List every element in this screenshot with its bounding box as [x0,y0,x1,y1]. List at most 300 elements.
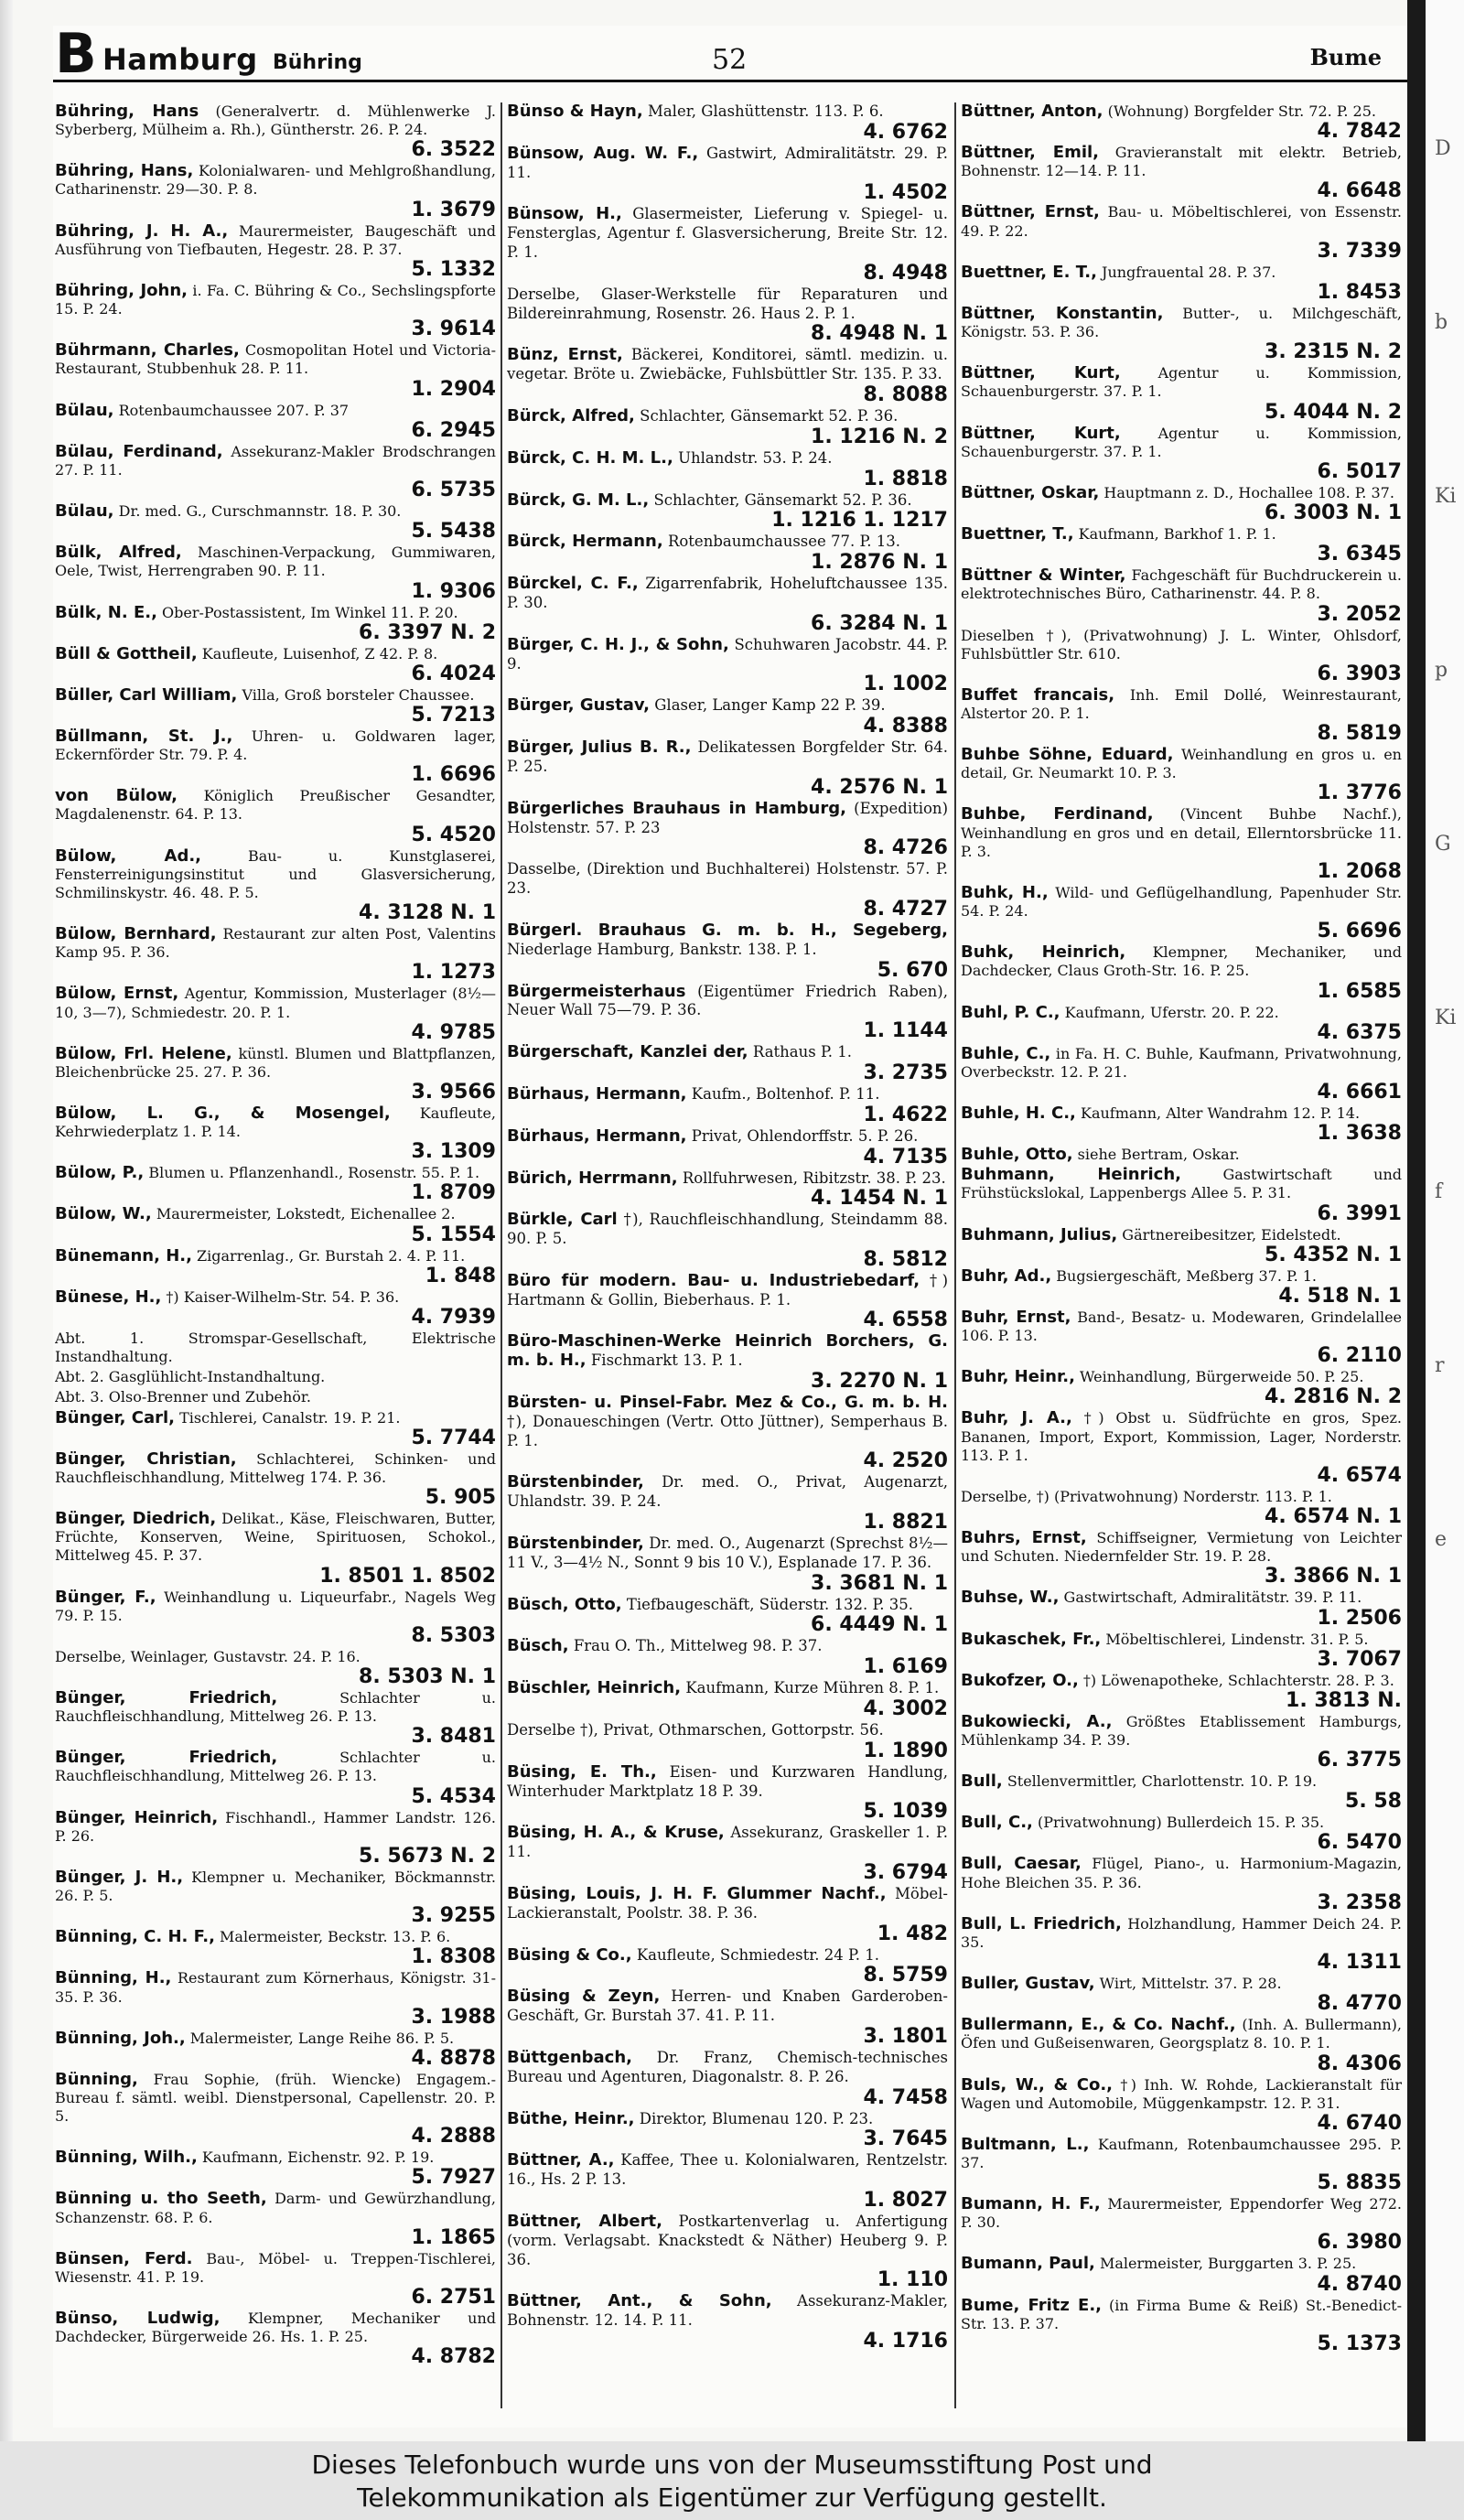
directory-entry [507,2049,948,2108]
phone-number: 6. 3903 [1317,662,1402,685]
phone-number: 1. 3813 N. [1286,1688,1402,1712]
entry-name: Bürgerschaft, Kanzlei der, [507,1042,748,1062]
directory-entry [961,627,1402,684]
entry-name: Buhr, Ernst, [961,1307,1071,1327]
phone-number: 8. 5303 [411,1623,496,1647]
entry-details: Schlachter, Gänsemarkt 52. P. 36. [640,406,899,425]
entry-name: Büsing, H. A., & Kruse, [507,1823,725,1843]
entry-name: Büschler, Heinrich, [507,1678,682,1698]
entry-details: Kaufmann, Kurze Mühren 8. P. 1. [685,1679,940,1697]
entry-name: Büsch, Otto, [507,1594,622,1614]
entry-name: Bull, [961,1772,1003,1792]
entry-details: Gastwirtschaft und Frühstückslokal, Lappenbergs Allee 5. P. 31. [961,1166,1402,1202]
directory-entry [55,727,496,785]
phone-number: 3. 6345 [1317,543,1402,566]
entry-name: Bünso, Ludwig, [55,2309,221,2329]
entry-details: Eisen- und Kurzwaren Handlung, Winterhuder Marktplatz 18 P. 39. [507,1762,948,1800]
entry-name: Büllmann, St. J., [55,726,233,746]
entry-details: Zigarrenfabrik, Hoheluftchaussee 135. P. 30. [507,575,948,611]
directory-entry [961,2016,1402,2073]
phone-number: 4. 8740 [1317,2272,1402,2296]
directory-entry [507,983,948,1042]
entry-name: Buhle, H. C., [961,1104,1076,1123]
entry-details: Maurermeister, Baugeschäft und Ausführung von Tiefbauten, Hegestr. 28. P. 37. [55,221,496,258]
phone-number: 8. 4727 [863,897,948,921]
entry-name: Büll & Gottheil, [55,643,198,663]
phone-number: 1. 8709 [411,1181,496,1205]
phone-number: 1. 8501 1. 8502 [319,1564,496,1588]
entry-name: Bukofzer, O., [961,1670,1079,1690]
directory-entry [55,847,496,923]
column-divider [501,102,502,2408]
entry-details: Malermeister, Lange Reihe 86. P. 5. [189,2029,455,2047]
entry-details: Glasermeister, Lieferung v. Spiegel- u. Fensterglas, Agentur f. Glasversicherung, Breite Str. 12. P. 1. [507,205,948,261]
entry-details: Wild- und Geflügelhandlung, Papenhuder Str. 54. P. 24. [961,883,1402,921]
entry-details: Bau- u. Möbeltischlerei, von Essenstr. 49. P. 22. [961,203,1402,240]
phone-number: 8. 8088 [863,382,948,406]
directory-entry [55,2030,496,2069]
entry-details: Derselbe †), Privat, Othmarschen, Gottorpstr. 56. [507,1721,884,1739]
directory-entry [55,1969,496,2027]
footer-credit [0,2441,1464,2520]
phone-number: 6. 3397 N. 2 [359,620,496,644]
entry-details: Klempner, Mechaniker und Dachdecker, Bürgerweide 26. Hs. 1. P. 25. [55,2310,496,2346]
directory-entry [55,1104,496,1162]
phone-number: 4. 6661 [1317,1081,1402,1104]
entry-details: (Vincent Buhbe Nachf.), Weinhandlung en gros und en detail, Ellerntorsbrücke 11. P. 3. [961,805,1402,860]
entry-name: Büsing & Zeyn, [507,1987,661,2007]
directory-entry [507,1211,948,1270]
phone-number: 4. 2576 N. 1 [811,775,948,799]
entry-name: Bülow, L. G., & Mosengel, [55,1104,391,1123]
phone-number: 1. 3638 [1317,1122,1402,1146]
entry-details: Darm- und Gewürzhandlung, Schanzenstr. 68. P. 6. [55,2190,496,2226]
entry-details: (Eigentümer Friedrich Raben), Neuer Wall 75—79. P. 36. [507,982,948,1019]
directory-entry [961,1488,1402,1527]
entry-name: Buhmann, Julius, [961,1224,1118,1244]
entry-name: Buettner, E. T., [961,262,1097,282]
directory-entry [55,1689,496,1747]
entry-details: Tiefbaugeschäft, Süderstr. 132. P. 35. [626,1595,913,1613]
header-last-word: Bume [1309,44,1382,70]
entry-details: Uhlandstr. 53. P. 24. [678,448,833,467]
entry-details: i. Fa. C. Bühring & Co., Sechslingspforte 15. P. 24. [55,281,496,318]
entry-details: (Privatwohnung) Bullerdeich 15. P. 35. [1037,1814,1325,1832]
phone-number: 1. 4622 [863,1103,948,1126]
phone-number: 1. 3679 [411,198,496,221]
phone-number: 5. 5438 [411,520,496,544]
phone-number: 3. 3681 N. 1 [811,1571,948,1595]
entry-details: Möbel-Lackieranstalt, Poolstr. 38. P. 36. [507,1885,948,1922]
phone-number: 5. 5673 N. 2 [359,1844,496,1868]
directory-entry [961,2195,1402,2253]
phone-number: 5. 7927 [411,2166,496,2190]
phone-number: 5. 4352 N. 1 [1265,1243,1402,1266]
entry-name: Bürich, Herrmann, [507,1168,678,1188]
directory-entry [55,162,496,220]
entry-details: Cosmopolitan Hotel und Victoria-Restaurant, Stubbenhuk 28. P. 11. [55,341,496,378]
entry-name: Buhbe Söhne, Eduard, [961,745,1174,765]
directory-entry [961,686,1402,744]
entry-name: Bühring, Hans [55,102,199,121]
phone-number: 3. 6794 [863,1861,948,1885]
directory-entry [55,502,496,542]
phone-number: 6. 4449 N. 1 [811,1613,948,1637]
directory-entry [55,686,496,726]
entry-details: Abt. 3. Olso-Brenner und Zubehör. [55,1388,311,1406]
entry-name: Buhle, Otto, [961,1145,1073,1165]
phone-number: 5. 4534 [411,1784,496,1808]
entry-name: Bünning, [55,2069,138,2089]
phone-number: 3. 2270 N. 1 [811,1370,948,1394]
entry-details: Inh. Emil Dollé, Weinrestaurant, Alstertor 20. P. 1. [961,685,1402,722]
phone-number: 4. 6558 [863,1308,948,1332]
entry-details: Kaufmann, Uferstr. 20. P. 22. [1064,1003,1279,1021]
directory-entry [55,1928,496,1967]
entry-name: Bünning, H., [55,1968,172,1988]
phone-number: 3. 9255 [411,1904,496,1928]
entry-details: Ober-Postassistent, Im Winkel 11. P. 20. [162,603,458,621]
directory-entry [507,407,948,447]
entry-name: Bumann, H. F., [961,2194,1101,2214]
phone-number: 4. 3128 N. 1 [359,901,496,925]
phone-number: 4. 2816 N. 2 [1265,1385,1402,1409]
directory-entry [507,1085,948,1125]
directory-entry [55,1749,496,1806]
directory-entry [55,341,496,399]
phone-number: 8. 5819 [1317,722,1402,746]
entry-name: Büttner, A., [507,2150,615,2170]
directory-entry [507,1043,948,1083]
entry-name: Bünsow, Aug. W. F., [507,143,699,163]
entry-name: Buhrs, Ernst, [961,1528,1087,1548]
entry-details: Uhren- u. Goldwaren lager, Eckernförder Str. 79. P. 4. [55,727,496,764]
phone-number: 1. 848 [425,1264,496,1287]
directory-entry [55,544,496,601]
phone-number: 1. 2904 [411,377,496,401]
entry-details: Gärtnereibesitzer, Eidelstedt. [1122,1225,1341,1244]
directory-entry [507,575,948,634]
phone-number: 1. 6696 [411,763,496,787]
entry-details: Schlachterei, Schinken- und Rauchfleischhandlung, Mittelweg 174. P. 36. [55,1449,496,1486]
strip-letter: Ki [1435,1007,1457,1029]
header-letter: B [55,22,97,86]
entry-details: künstl. Blumen und Blattpflanzen, Bleichenbrücke 25. 27. P. 36. [55,1044,496,1081]
entry-details: Fischmarkt 13. P. 1. [590,1352,743,1370]
entry-name: Bürhaus, Hermann, [507,1125,687,1146]
entry-details: Klempner u. Mechaniker, Böckmannstr. 26. P. 5. [55,1868,496,1905]
directory-entry [55,985,496,1042]
entry-details: Direktor, Blumenau 120. P. 23. [639,2109,874,2127]
entry-name: Buhle, C., [961,1043,1051,1063]
phone-number: 3. 7645 [863,2127,948,2151]
entry-details: Restaurant zur alten Post, Valentins Kamp 95. P. 36. [55,925,496,962]
entry-details: Schiffseigner, Vermietung von Leichter und Schuten. Niedernfelder Str. 19. P. 28. [961,1529,1402,1566]
entry-name: Büttner, Ant., & Sohn, [507,2291,772,2311]
phone-number: 4. 8878 [411,2046,496,2070]
directory-entry [961,943,1402,1001]
entry-details: Klempner, Mechaniker, und Dachdecker, Claus Groth-Str. 16. P. 25. [961,943,1402,980]
directory-entry [55,1388,496,1406]
strip-letter: Ki [1435,485,1457,508]
entry-details: (in Firma Bume & Reiß) St.-Benedict-Str. 13. P. 37. [961,2296,1402,2332]
entry-name: Büttgenbach, [507,2048,633,2068]
entry-details: Jungfrauental 28. P. 37. [1102,263,1276,281]
entry-name: Büttner, Emil, [961,143,1100,163]
phone-number: 1. 1144 [863,1019,948,1043]
phone-number: 1. 110 [877,2268,948,2292]
entry-details: Weinhandlung, Bürgerweide 50. P. 25. [1080,1368,1364,1386]
directory-entry [55,402,496,441]
entry-name: Buhr, J. A., [961,1408,1072,1428]
directory-entry [961,264,1402,303]
phone-number: 1. 1865 [411,2225,496,2249]
directory-entry [961,2297,1402,2354]
entry-name: Büttner, Kurt, [961,423,1121,443]
directory-entry [961,1409,1402,1485]
directory-entry [507,533,948,573]
entry-details: Niederlage Hamburg, Bankstr. 138. P. 1. [507,940,817,958]
listing-column-1 [55,102,496,2408]
entry-details: Kaufleute, Kehrwiederplatz 1. P. 14. [55,1104,496,1141]
entry-name: Bull, C., [961,1813,1033,1833]
directory-entry [55,1368,496,1386]
phone-number: 6. 3284 N. 1 [811,611,948,635]
phone-number: 1. 482 [877,1922,948,1945]
directory-entry [55,1330,496,1366]
phone-number: 3. 2735 [863,1061,948,1084]
directory-entry [55,1288,496,1328]
phone-number: 5. 58 [1345,1790,1402,1814]
phone-number: 5. 6696 [1317,920,1402,943]
entry-name: Buls, W., & Co., [961,2074,1114,2095]
phone-number: 4. 2888 [411,2125,496,2148]
entry-details: Zigarrenlag., Gr. Burstah 2. 4. P. 11. [197,1246,466,1265]
entry-name: Bünsow, H., [507,204,622,224]
phone-number: 5. 8835 [1317,2171,1402,2195]
header-city: Hamburg [102,42,258,77]
entry-name: Buhl, P. C., [961,1002,1060,1022]
entry-name: Bünemann, H., [55,1245,192,1265]
entry-details: Wirt, Mittelstr. 37. P. 28. [1099,1975,1282,1993]
entry-details: Maler, Glashüttenstr. 113. P. 6. [647,102,884,120]
entry-details: Kaufmann, Rotenbaumchaussee 295. P. 37. [961,2135,1402,2171]
entry-name: Bürger, Julius B. R., [507,738,692,758]
phone-number: 3. 2315 N. 2 [1265,340,1402,364]
directory-entry [55,1450,496,1508]
entry-details: Butter-, u. Milchgeschäft, Königstr. 53. P. 36. [961,304,1402,341]
phone-number: 1. 8308 [411,1945,496,1969]
entry-name: Büttner, Ernst, [961,202,1100,222]
listing-column-3 [961,102,1402,2408]
directory-entry [507,1394,948,1471]
directory-entry [961,1104,1402,1144]
directory-entry [55,2190,496,2247]
entry-name: Bürgermeisterhaus [507,981,686,1001]
entry-details: Derselbe, †) (Privatwohnung) Norderstr. 113. P. 1. [961,1487,1332,1505]
phone-number: 5. 4044 N. 2 [1265,400,1402,424]
entry-name: Bülow, Frl. Helene, [55,1043,232,1063]
phone-number: 1. 4502 [863,181,948,205]
footer-line-1: Dieses Telefonbuch wurde uns von der Museumsstiftung Post und [311,2450,1153,2480]
phone-number: 1. 6585 [1317,979,1402,1003]
entry-name: Bull, Caesar, [961,1854,1082,1874]
entry-details: Maschinen-Verpackung, Gummiwaren, Oele, Twist, Herrengraben 90. P. 11. [55,544,496,580]
phone-number: 1. 6169 [863,1655,948,1679]
entry-details: Maurermeister, Lokstedt, Eichenallee 2. [156,1205,456,1223]
phone-number: 8. 5759 [863,1964,948,1987]
entry-name: Bülau, [55,501,114,522]
listing-column-2 [507,102,948,2408]
entry-name: von Bülow, [55,786,178,806]
entry-details: Schlachter u. Rauchfleischhandlung, Mittelweg 26. P. 13. [55,1688,496,1726]
phone-number: 5. 905 [425,1486,496,1510]
phone-number: 1. 1216 N. 2 [811,425,948,448]
phone-number: 4. 7939 [411,1305,496,1329]
entry-name: Bülow, Ernst, [55,984,179,1004]
entry-details: (Inh. A. Bullermann), Öfen und Gußeisenwaren, Georgsplatz 8. 10. P. 1. [961,2016,1402,2052]
phone-number: 4. 1454 N. 1 [811,1187,948,1211]
entry-name: Bürck, Alfred, [507,405,635,425]
phone-number: 1. 1890 [863,1739,948,1762]
entry-details: Agentur u. Kommission, Schauenburgerstr. 37. P. 1. [961,424,1402,460]
entry-details: Agentur, Kommission, Musterlager (8½—10, 3—7), Schmiedestr. 20. P. 1. [55,985,496,1021]
phone-number: 6. 3522 [411,138,496,162]
entry-name: Buettner, T., [961,524,1074,544]
directory-entry [55,443,496,501]
entry-details: Gastwirt, Admiralitätstr. 29. P. 11. [507,144,948,181]
directory-entry [961,484,1402,523]
entry-name: Bürger, C. H. J., & Sohn, [507,634,729,654]
phone-number: 1. 8818 [863,467,948,490]
directory-entry [507,1169,948,1210]
phone-number: 4. 6740 [1317,2111,1402,2135]
phone-number: 3. 1309 [411,1140,496,1164]
entry-details: Glaser, Langer Kamp 22 P. 39. [654,696,886,715]
entry-details: Kaufm., Boltenhof. P. 11. [691,1084,880,1103]
phone-number: 4. 6574 N. 1 [1265,1505,1402,1529]
strip-letter: b [1435,311,1448,334]
entry-details: Dieselben †), (Privatwohnung) J. L. Winter, Ohlsdorf, Fuhlsbüttler Str. 610. [961,626,1402,662]
entry-details: Möbeltischlerei, Lindenstr. 31. P. 5. [1105,1630,1369,1648]
phone-number: 6. 2110 [1317,1344,1402,1368]
directory-entry [507,800,948,859]
entry-name: Büsing, E. Th., [507,1761,657,1782]
entry-name: Bume, Fritz E., [961,2295,1103,2315]
phone-number: 3. 2358 [1317,1890,1402,1914]
entry-details: Frau Sophie, (früh. Wiencke) Engagem.-Bureau f. sämtl. weibl. Dienstpersonal, Capellenstr. 20. P. 5. [55,2070,496,2126]
directory-entry [507,738,948,798]
entry-details: siehe Bertram, Oskar. [1077,1146,1240,1164]
directory-entry [55,925,496,983]
directory-entry [507,205,948,283]
phone-number: 4. 1311 [1317,1951,1402,1975]
entry-name: Bumann, Paul, [961,2254,1095,2274]
directory-entry [507,145,948,204]
entry-details: Kaufleute, Schmiedestr. 24 P. 1. [636,1945,880,1964]
directory-entry [961,1045,1402,1103]
entry-name: Bünger, J. H., [55,1867,184,1887]
phone-number: 6. 4024 [411,662,496,685]
directory-entry [507,102,948,143]
entry-details: Restaurant zum Körnerhaus, Königstr. 31-35. P. 36. [55,1969,496,2006]
entry-details: Gravieranstalt mit elektr. Betrieb, Bohnenstr. 12—14. P. 11. [961,144,1402,180]
entry-details: Kaufleute, Luisenhof, Z 42. P. 8. [201,644,438,662]
phone-number: 3. 9566 [411,1081,496,1104]
strip-letter: p [1435,659,1448,682]
page-header [53,22,1407,86]
entry-details: Malermeister, Burggarten 3. P. 25. [1099,2255,1357,2273]
directory-entry [507,449,948,490]
entry-details: Abt. 1. Stromspar-Gesellschaft, Elektrische Instandhaltung. [55,1329,496,1366]
directory-entry [961,1588,1402,1628]
entry-details: †) Inh. W. Rohde, Lackieranstalt für Wagen und Automobile, Müggenkampstr. 12. P. 31. [961,2075,1402,2112]
phone-number: 6. 3991 [1317,1201,1402,1225]
entry-details: Abt. 2. Gasglühlicht-Instandhaltung. [55,1368,326,1386]
entry-name: Bühring, Hans, [55,161,194,181]
phone-number: 1. 2068 [1317,859,1402,883]
entry-name: Bürckel, C. F., [507,574,639,594]
entry-name: Bülow, P., [55,1163,145,1183]
entry-details: Rollfuhrwesen, Ribitzstr. 38. P. 23. [682,1168,946,1187]
entry-name: Bultmann, L., [961,2134,1090,2154]
directory-entry [55,1588,496,1646]
entry-name: Büsch, [507,1636,569,1656]
directory-entry [507,2292,948,2352]
entry-name: Bürstenbinder, [507,1534,644,1554]
phone-number: 1. 1002 [863,673,948,696]
entry-name: Bünning, Wilh., [55,2148,198,2168]
entry-details: Rotenbaumchaussee 207. P. 37 [118,401,350,419]
phone-number: 1. 2506 [1317,1606,1402,1630]
entry-details: †), Donaueschingen (Vertr. Otto Jüttner), Semperhaus B. P. 1. [507,1412,948,1449]
directory-entry [507,1332,948,1392]
entry-name: Büro für modern. Bau- u. Industriebedarf, [507,1270,920,1290]
phone-number: 4. 1716 [863,2329,948,2353]
entry-details: Bau- u. Kunstglaserei, Fensterreinigungsinstitut und Glasversicherung, Schmilinskystr. 46. 48. P. 5. [55,846,496,901]
phone-number: 4. 2520 [863,1449,948,1473]
entry-details: Weinhandlung u. Liqueurfabr., Nagels Weg 79. P. 15. [55,1588,496,1624]
entry-details: Assekuranz, Graskeller 1. P. 11. [507,1824,948,1861]
entry-details: Schlachter u. Rauchfleischhandlung, Mittelweg 26. P. 13. [55,1749,496,1785]
phone-number: 5. 7744 [411,1426,496,1449]
directory-entry [507,1637,948,1677]
page-number: 52 [712,44,748,76]
directory-entry [507,636,948,695]
entry-details: Delikat., Käse, Fleischwaren, Butter, Früchte, Konserven, Weine, Spirituosen, Schokol., Mittelweg 45. P. 37. [55,1510,496,1565]
entry-name: Buhk, Heinrich, [961,942,1126,963]
entry-name: Büttner, Kurt, [961,363,1121,383]
entry-name: Bürck, G. M. L., [507,490,650,510]
directory-entry [961,203,1402,261]
entry-name: Bünger, F., [55,1587,156,1607]
phone-number: 1. 9306 [411,579,496,603]
entry-name: Buhr, Heinr., [961,1367,1075,1387]
directory-entry [55,787,496,845]
directory-entry [961,1814,1402,1853]
entry-details: Stellenvermittler, Charlottenstr. 10. P. 19. [1006,1772,1318,1791]
directory-entry [55,222,496,280]
phone-number: 4. 7458 [863,2085,948,2109]
directory-entry [961,1226,1402,1265]
phone-number: 5. 1373 [1317,2332,1402,2355]
entry-name: Bukowiecki, A., [961,1711,1113,1731]
phone-number: 3. 8481 [411,1725,496,1749]
directory-entry [507,2151,948,2211]
phone-number: 5. 670 [877,958,948,982]
entry-details: Rathaus P. 1. [752,1043,852,1061]
entry-details: Bugsiergeschäft, Meßberg 37. P. 1. [1056,1266,1317,1285]
